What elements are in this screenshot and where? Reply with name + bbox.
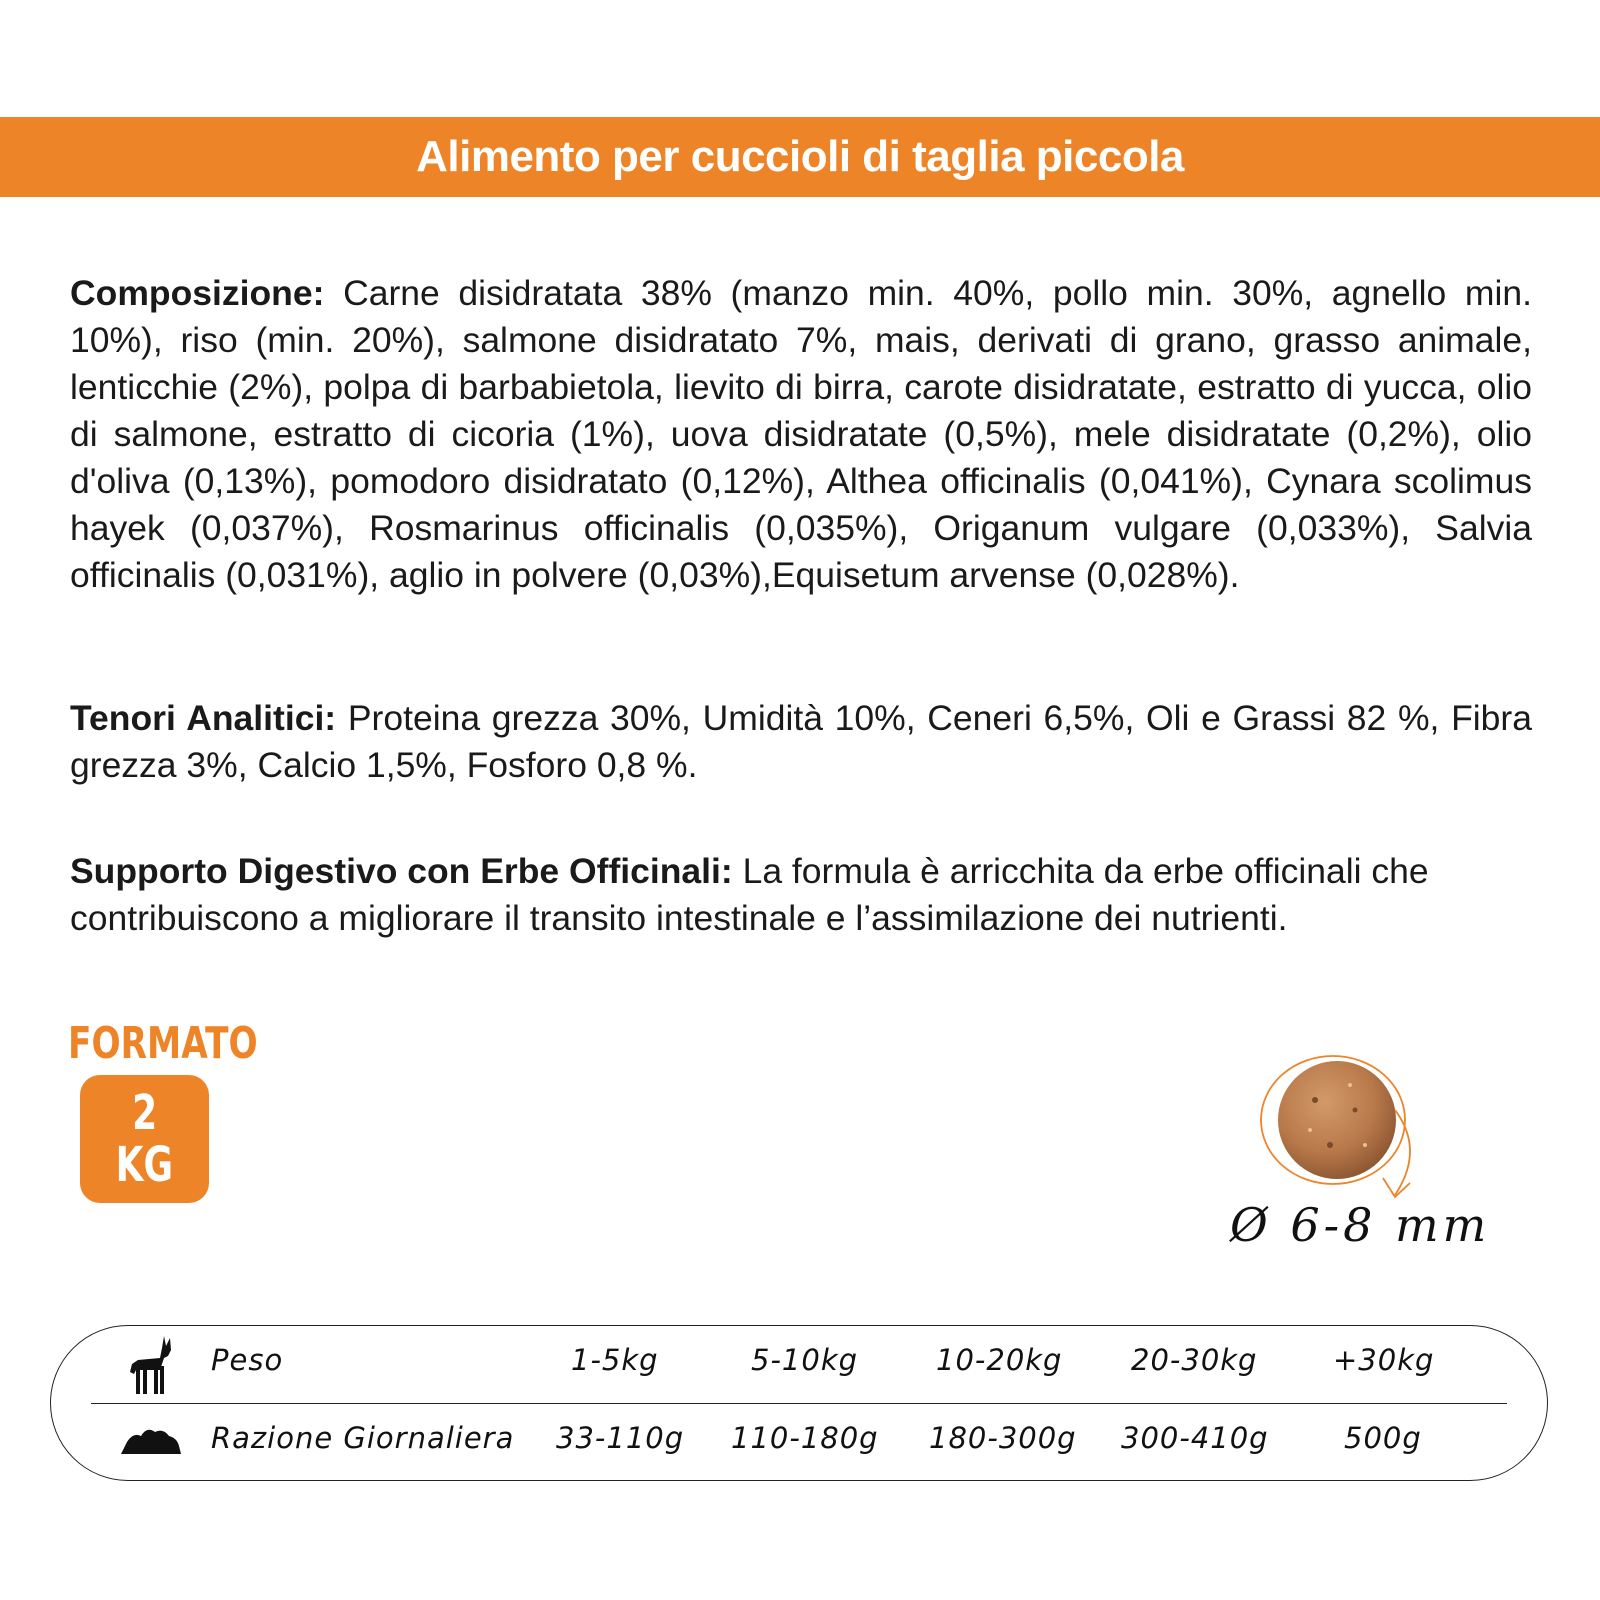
ration-row-label: Razione Giornaliera — [211, 1421, 515, 1455]
analytics-text: Proteina grezza 30%, Umidità 10%, Ceneri 6,5%, Oli e Grassi 82 %, Fibra grezza 3%, Calcio 1,5%, Fosforo 0,8 %. — [70, 698, 1532, 785]
weight-col-2: 5-10kg — [751, 1343, 859, 1377]
support-label: Supporto Digestivo con Erbe Officinali: — [70, 851, 733, 891]
feeding-table — [50, 1325, 1548, 1481]
format-unit: KG — [115, 1137, 174, 1193]
ration-col-4: 300-410g — [1121, 1421, 1269, 1455]
weight-col-1: 1-5kg — [571, 1343, 659, 1377]
weight-row-label: Peso — [211, 1343, 284, 1377]
ration-col-2: 110-180g — [731, 1421, 879, 1455]
weight-col-4: 20-30kg — [1131, 1343, 1258, 1377]
kibble-size-label: Ø 6-8 mm — [1230, 1198, 1491, 1252]
weight-col-3: 10-20kg — [936, 1343, 1063, 1377]
format-badge — [80, 1075, 209, 1203]
composition-label: Composizione: — [70, 273, 325, 313]
analytics-paragraph — [70, 695, 1532, 789]
composition-text: Carne disidratata 38% (manzo min. 40%, pollo min. 30%, agnello min. 10%), riso (min. 20%), salmone disidratato 7%, mais, derivati di grano, grasso animale, lenticchie (2%), polpa di barbabietola, lievito di birra, carote disidratate, estratto di yucca, olio di salmone, estratto di cicoria (1%), uova disidratate (0,5%), mele disidratate (0,2%), olio d'oliva (0,13%), pomodoro disidratato (0,12%), Althea officinalis (0,041%), Cynara scolimus hayek (0,037%), Rosmarinus officinalis (0,035%), Origanum vulgare (0,033%), Salvia officinalis (0,031%), aglio in polvere (0,03%),Equisetum arvense (0,028%). — [70, 273, 1532, 595]
composition-paragraph — [70, 270, 1532, 599]
format-label: FORMATO — [68, 1018, 258, 1069]
ration-col-3: 180-300g — [929, 1421, 1077, 1455]
title-banner — [0, 117, 1600, 197]
format-amount: 2 — [131, 1085, 158, 1141]
digestive-support-paragraph — [70, 848, 1532, 942]
ration-col-1: 33-110g — [556, 1421, 685, 1455]
support-text: La formula è arricchita da erbe officinali che contribuiscono a migliorare il transito intestinale e l’assimilazione dei nutrienti. — [70, 851, 1429, 938]
kibble-pile-icon — [119, 1424, 183, 1456]
table-divider — [91, 1403, 1507, 1404]
analytics-label: Tenori Analitici: — [70, 698, 337, 738]
ration-col-5: 500g — [1344, 1421, 1422, 1455]
dog-icon — [126, 1334, 178, 1396]
weight-col-5: +30kg — [1333, 1343, 1435, 1377]
page-title: Alimento per cuccioli di taglia piccola — [416, 132, 1184, 181]
